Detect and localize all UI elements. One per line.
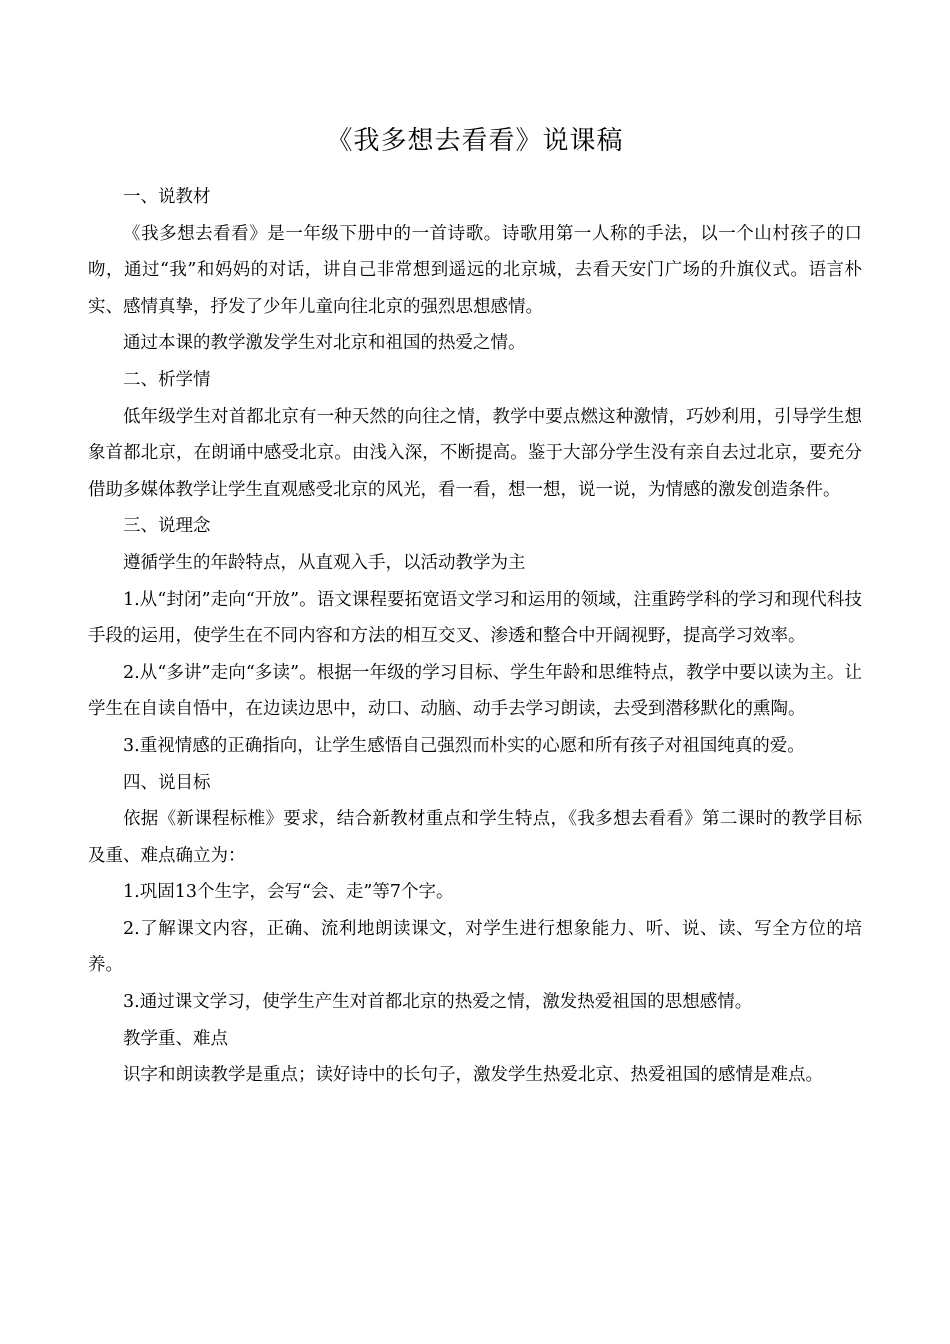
list-item: 3.重视情感的正确指向，让学生感悟自己强烈而朴实的心愿和所有孩子对祖国纯真的爱。 (123, 735, 805, 756)
paragraph: 遵循学生的年龄特点，从直观入手，以活动教学为主 (123, 552, 526, 573)
paragraph: 低年级学生对首都北京有一种天然的向往之情，教学中要点燃这种激情，巧妙利用，引导学生想象首都北京，在朗诵中感受北京。由浅入深，不断提高。鉴于大部分学生没有亲自去过北京，要充分借助多媒体教学让学生直观感受北京的风光，看一看，想一想，说一说，为情感的激发创造条件。 (88, 406, 862, 500)
list-item: 2.从“多讲”走向“多读”。根据一年级的学习目标、学生年龄和思维特点，教学中要以读为主。让学生在自读自悟中，在边读边思中，动口、动脑、动手去学习朗读，去受到潜移默化的熏陶。 (88, 662, 862, 720)
paragraph: 通过本课的教学激发学生对北京和祖国的热爱之情。 (123, 333, 526, 354)
section-heading-learner-analysis: 二、析学情 (123, 369, 211, 390)
section-heading-teaching-material: 一、说教材 (123, 187, 211, 207)
paragraph: 依据《新课程标椎》要求，结合新教材重点和学生特点，《我多想去看看》第二课时的教学目标及重、难点确立为： (88, 809, 862, 866)
list-item: 1.从“封闭”走向“开放”。语文课程要拓宽语文学习和运用的领域，注重跨学科的学习和现代科技手段的运用，使学生在不同内容和方法的相互交叉、渗透和整合中开阔视野，提高学习效率。 (88, 589, 862, 647)
paragraph: 《我多想去看看》是一年级下册中的一首诗歌。诗歌用第一人称的手法，以一个山村孩子的口吻，通过“我”和妈妈的对话，讲自己非常想到遥远的北京城，去看天安门广场的升旗仪式。语言朴实、感情真挚，抒发了少年儿童向往北京的强烈思想感情。 (88, 223, 862, 317)
section-heading-philosophy: 三、说理念 (123, 516, 211, 537)
list-item: 2.了解课文内容，正确、流利地朗读课文，对学生进行想象能力、听、说、读、写全方位的培养。 (88, 918, 862, 976)
section-heading-key-points: 教学重、难点 (123, 1028, 228, 1049)
paragraph: 识字和朗读教学是重点；读好诗中的长句子，激发学生热爱北京、热爱祖国的感情是难点。 (123, 1065, 823, 1086)
document-body (88, 179, 862, 1094)
document-title: 《我多想去看看》说课稿 (326, 126, 624, 156)
list-item: 3.通过课文学习，使学生产生对首都北京的热爱之情，激发热爱祖国的思想感情。 (123, 992, 753, 1013)
section-heading-objectives: 四、说目标 (123, 772, 211, 793)
list-item: 1.巩固13个生字，会写“会、走”等7个字。 (123, 882, 454, 903)
